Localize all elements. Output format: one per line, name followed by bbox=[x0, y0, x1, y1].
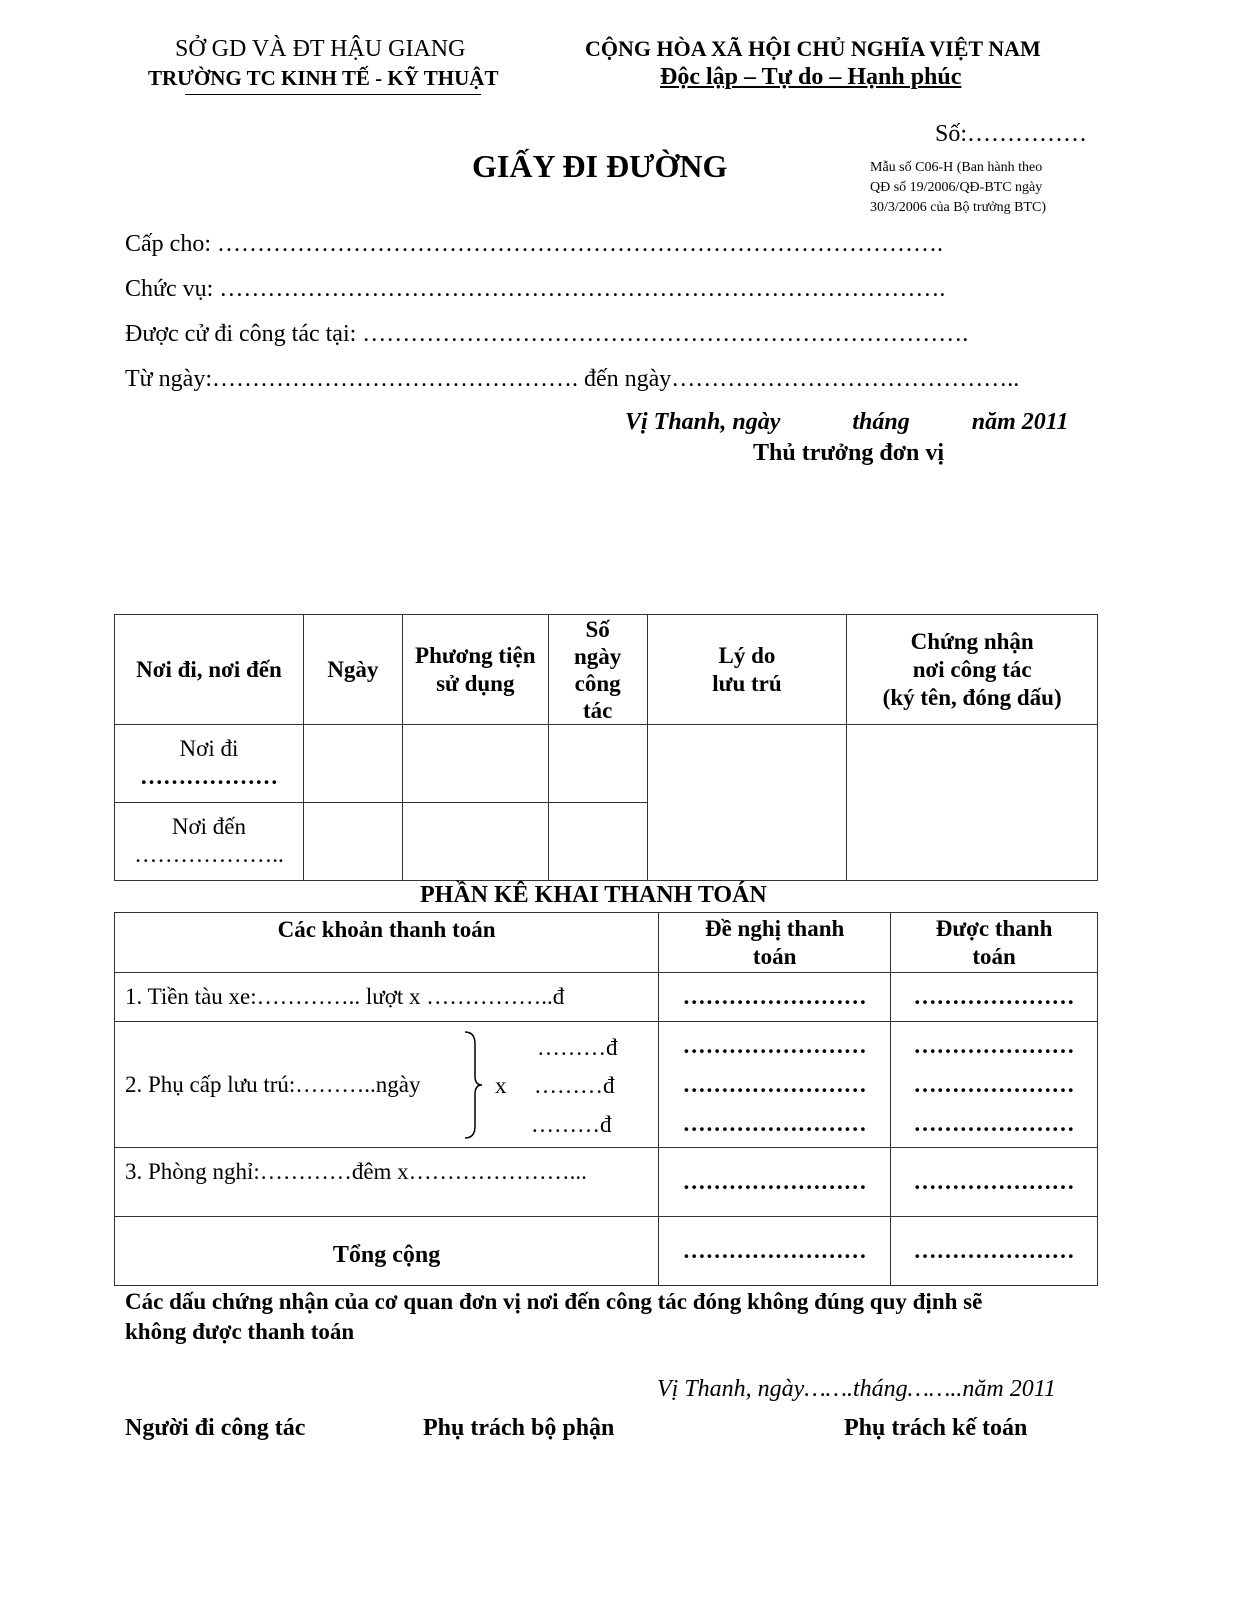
cell-ly-do[interactable] bbox=[647, 725, 847, 881]
cell-phuong-tien-di[interactable] bbox=[402, 725, 548, 803]
cell-so-ngay-den[interactable] bbox=[548, 803, 647, 881]
note-line-1: Các dấu chứng nhận của cơ quan đơn vị nơi đến công tác đóng không đúng quy định sẽ bbox=[125, 1289, 983, 1314]
th-phuong-tien bbox=[402, 615, 548, 725]
th-ly-do-line-1: Lý do bbox=[718, 642, 776, 668]
field-tu-ngay-den-ngay[interactable]: Từ ngày:………………………………………. đến ngày…………………………………….. bbox=[125, 366, 1020, 392]
cell-phuong-tien-den[interactable] bbox=[402, 803, 548, 881]
row-noi-di-label: Nơi đi bbox=[179, 736, 239, 761]
org-line-2: TRƯỜNG TC KINH TẾ - KỸ THUẬT bbox=[148, 66, 499, 90]
form-reference-line-3: 30/3/2006 của Bộ trưởng BTC) bbox=[870, 200, 1046, 215]
cell-de-nghi-total[interactable]: …………………… bbox=[659, 1217, 891, 1286]
table-row bbox=[115, 1217, 1098, 1286]
th-so-ngay-line-2: ngày bbox=[574, 643, 622, 669]
org-line-1: SỞ GD VÀ ĐT HẬU GIANG bbox=[175, 36, 466, 62]
row-noi-den-label: Nơi đến bbox=[171, 814, 247, 839]
cell-so-ngay-di[interactable] bbox=[548, 725, 647, 803]
cell-de-nghi-2-line-1: …………………… bbox=[682, 1033, 867, 1058]
field-chuc-vu[interactable]: Chức vụ: ………………………………………………………………………………. bbox=[125, 276, 946, 302]
row-noi-den-dots: ……………….. bbox=[134, 842, 284, 867]
payment-section-title: PHẦN KÊ KHAI THANH TOÁN bbox=[420, 882, 767, 908]
place-date-1-place: Vị Thanh, ngày bbox=[625, 409, 781, 435]
payment-table-header bbox=[115, 913, 1098, 973]
cell-duoc-2[interactable] bbox=[891, 1022, 1098, 1148]
cell-de-nghi-2-line-3: …………………… bbox=[682, 1111, 867, 1136]
row-tien-tau-xe[interactable]: 1. Tiền tàu xe:………….. lượt x ……………..đ bbox=[115, 973, 659, 1022]
signature-phu-trach-bo-phan: Phụ trách bộ phận bbox=[423, 1415, 615, 1441]
th-duoc-line-1: Được thanh bbox=[935, 915, 1053, 941]
th-duoc bbox=[891, 913, 1098, 973]
page-title: GIẤY ĐI ĐƯỜNG bbox=[472, 148, 728, 184]
row-phu-cap-x: x bbox=[495, 1073, 507, 1098]
brace-icon bbox=[463, 1030, 483, 1140]
th-chung-nhan bbox=[847, 615, 1098, 725]
row-phu-cap-amount-1: ………đ bbox=[537, 1035, 618, 1060]
row-phu-cap-label: 2. Phụ cấp lưu trú:………..ngày bbox=[125, 1071, 421, 1097]
th-de-nghi-line-1: Đề nghị thanh bbox=[704, 915, 845, 941]
row-noi-di[interactable] bbox=[115, 725, 304, 803]
document-number: Số:…………… bbox=[935, 121, 1088, 147]
org-underline bbox=[185, 94, 481, 95]
th-noi-di-den: Nơi đi, nơi đến bbox=[115, 615, 304, 725]
place-date-1 bbox=[625, 409, 1068, 436]
table-row bbox=[115, 973, 1098, 1022]
row-phu-cap-amount-2: ………đ bbox=[534, 1073, 615, 1098]
table-row bbox=[115, 1148, 1098, 1217]
th-de-nghi bbox=[659, 913, 891, 973]
row-phu-cap-amount-3: ………đ bbox=[531, 1112, 612, 1137]
th-chung-nhan-line-2: nơi công tác bbox=[912, 656, 1032, 682]
th-chung-nhan-line-1: Chứng nhận bbox=[910, 628, 1034, 654]
cell-duoc-2-line-2: ………………… bbox=[913, 1072, 1075, 1097]
th-ly-do bbox=[647, 615, 847, 725]
th-ly-do-line-2: lưu trú bbox=[712, 670, 782, 696]
cell-de-nghi-2-line-2: …………………… bbox=[682, 1072, 867, 1097]
form-reference-line-2: QĐ số 19/2006/QĐ-BTC ngày bbox=[870, 180, 1043, 195]
row-tong-cong: Tổng cộng bbox=[115, 1217, 659, 1286]
cell-de-nghi-3[interactable]: …………………… bbox=[659, 1148, 891, 1217]
th-so-ngay-line-1: Số bbox=[585, 616, 610, 642]
cell-duoc-2-line-3: ………………… bbox=[913, 1111, 1075, 1136]
nation-motto: Độc lập – Tự do – Hạnh phúc bbox=[660, 64, 962, 90]
form-reference-line-1: Mẫu số C06-H (Ban hành theo bbox=[870, 160, 1043, 175]
cell-duoc-1[interactable]: ………………… bbox=[891, 973, 1098, 1022]
th-de-nghi-line-2: toán bbox=[752, 943, 797, 969]
place-date-1-month: tháng bbox=[852, 409, 910, 435]
field-cong-tac-tai[interactable]: Được cử đi công tác tại: …………………………………………………………………. bbox=[125, 321, 969, 347]
table-row bbox=[115, 725, 1098, 803]
cell-duoc-2-line-1: ………………… bbox=[913, 1033, 1075, 1058]
place-date-1-year: năm 2011 bbox=[971, 409, 1069, 435]
place-date-2: Vị Thanh, ngày…….tháng……..năm 2011 bbox=[657, 1376, 1056, 1402]
th-so-ngay bbox=[548, 615, 647, 725]
cell-de-nghi-2[interactable] bbox=[659, 1022, 891, 1148]
row-phong-nghi[interactable]: 3. Phòng nghỉ:…………đêm x…………………... bbox=[115, 1148, 659, 1217]
cell-duoc-3[interactable]: ………………… bbox=[891, 1148, 1098, 1217]
th-so-ngay-line-4: tác bbox=[582, 697, 613, 723]
head-of-unit-label: Thủ trưởng đơn vị bbox=[753, 440, 945, 466]
cell-duoc-total[interactable]: ………………… bbox=[891, 1217, 1098, 1286]
form-reference bbox=[870, 158, 1046, 218]
cell-ngay-den[interactable] bbox=[303, 803, 402, 881]
table-row bbox=[115, 1022, 1098, 1148]
nation-line-1: CỘNG HÒA XÃ HỘI CHỦ NGHĨA VIỆT NAM bbox=[585, 36, 1041, 61]
th-phuong-tien-line-2: sử dụng bbox=[436, 670, 515, 696]
cell-de-nghi-1[interactable]: …………………… bbox=[659, 973, 891, 1022]
th-so-ngay-line-3: công bbox=[574, 670, 621, 696]
th-khoan: Các khoản thanh toán bbox=[115, 913, 659, 973]
th-phuong-tien-line-1: Phương tiện bbox=[415, 642, 536, 668]
th-ngay: Ngày bbox=[303, 615, 402, 725]
signature-nguoi-di-cong-tac: Người đi công tác bbox=[125, 1415, 306, 1441]
row-noi-den[interactable] bbox=[115, 803, 304, 881]
field-cap-cho[interactable]: Cấp cho: ………………………………………………………………………………. bbox=[125, 231, 943, 257]
row-phu-cap[interactable] bbox=[115, 1022, 659, 1148]
note-line-2: không được thanh toán bbox=[125, 1319, 355, 1344]
cell-chung-nhan[interactable] bbox=[847, 725, 1098, 881]
travel-table bbox=[114, 614, 1098, 881]
signature-phu-trach-ke-toan: Phụ trách kế toán bbox=[844, 1415, 1028, 1441]
th-duoc-line-2: toán bbox=[972, 943, 1016, 969]
row-noi-di-dots: ……………… bbox=[139, 764, 278, 789]
payment-table bbox=[114, 912, 1098, 1286]
th-chung-nhan-line-3: (ký tên, đóng dấu) bbox=[882, 684, 1062, 710]
travel-table-header bbox=[115, 615, 1098, 725]
cell-ngay-di[interactable] bbox=[303, 725, 402, 803]
